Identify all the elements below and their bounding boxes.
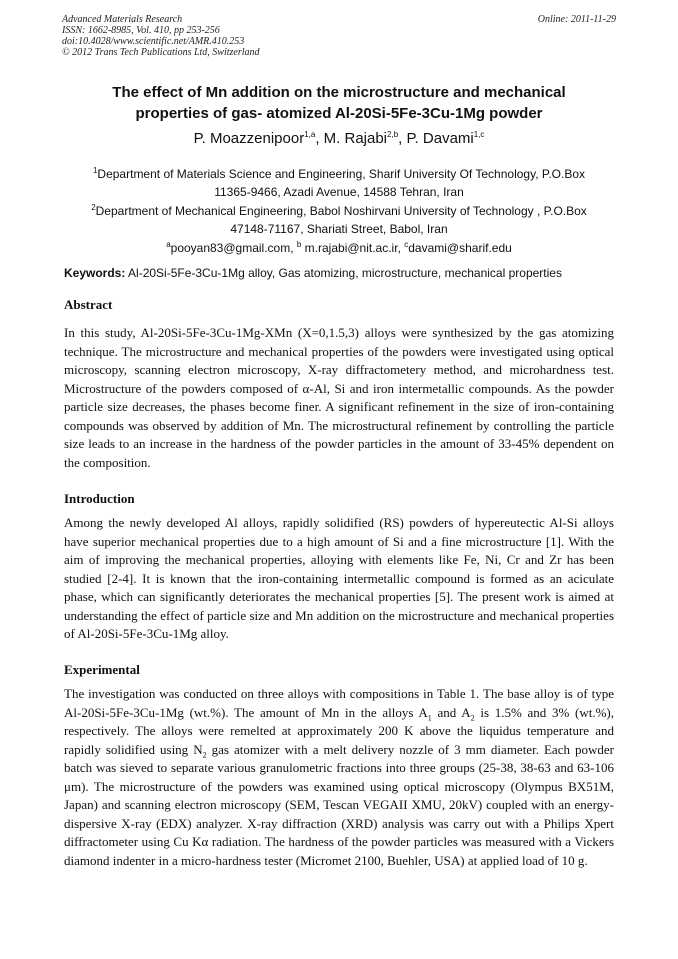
copyright-line: © 2012 Trans Tech Publications Ltd, Switzerland bbox=[62, 47, 260, 58]
keywords-text: Al-20Si-5Fe-3Cu-1Mg alloy, Gas atomizing, microstructure, mechanical properties bbox=[128, 266, 562, 280]
email-mark: c bbox=[404, 240, 409, 249]
affiliation-line: 47148-71167, Shariati Street, Babol, Iran bbox=[230, 222, 448, 236]
author-affiliation-mark: 1,c bbox=[473, 130, 485, 139]
email-address[interactable]: pooyan83@gmail.com bbox=[170, 241, 291, 255]
author-affiliation-mark: 2,b bbox=[387, 130, 399, 139]
abstract-text: In this study, Al-20Si-5Fe-3Cu-1Mg-XMn (X=0,1.5,3) alloys were synthesized by the gas atomizing technique. The microstructure and mechanical properties of the powders were investigated using optical microscopy, scanning electron microscopy, X-ray diffractometery method, and microhardness test. Microstructure of the powders composed of α-Al, Si and iron intermetallic compounds. As the powder particle size decreases, the phases become finer. A significant refinement in the size of iron-containing compounds was observed by addition of Mn. The microstructural refinement by controlling the particle size leads to an increase in the hardness of the powder particles in the amount of 33-45% dependent on the composition. bbox=[64, 325, 614, 470]
journal-metadata bbox=[62, 14, 260, 58]
email-mark: a bbox=[166, 240, 171, 249]
experimental-text-part: and A bbox=[431, 704, 471, 720]
affiliation-line: 11365-9466, Azadi Avenue, 14588 Tehran, Iran bbox=[214, 185, 464, 199]
experimental-text-part: is 1.5% and 3% (wt.%), respectively. The alloys were remelted at approximately 200 K above the liquidus temperature and rapidly solidified using N bbox=[64, 704, 614, 757]
email-address[interactable]: m.rajabi@nit.ac.ir bbox=[301, 241, 398, 255]
author-name: M. Rajabi bbox=[323, 130, 388, 147]
author-affiliation-mark: 1,a bbox=[304, 130, 316, 139]
experimental-text-part: gas atomizer with a melt delivery nozzle of 3 mm diameter. Each powder batch was sieved to separate various granulometric fractions into three groups (25-38, 38-63 and 63-106 μm). The microstructure of the powders was examined using optical microscopy (Olympus BX51M, Japan) and scanning electron microscopy (SEM, Tescan VEGAII XMU, 20kV) coupled with an energy-dispersive X-ray (EDX) analyzer. X-ray diffraction (XRD) analysis was carry out with a Philips Xpert diffractometer using Cu Kα radiation. The hardness of the powder particles was measured with a Vickers diamond indenter in a micro-hardness tester (Micromet 2100, Buehler, USA) at applied load of 10 g. bbox=[64, 741, 614, 868]
author-separator: , bbox=[315, 130, 320, 147]
title-line-1: The effect of Mn addition on the microstructure and mechanical bbox=[112, 84, 566, 101]
email-address[interactable]: davami@sharif.edu bbox=[408, 241, 512, 255]
affiliation-line: Department of Mechanical Engineering, Babol Noshirvani University of Technology , P.O.Box bbox=[95, 204, 587, 218]
affiliation-line: Department of Materials Science and Engineering, Sharif University Of Technology, P.O.Box bbox=[97, 167, 586, 181]
affiliation-1 bbox=[60, 165, 618, 201]
online-date: Online: 2011-11-29 bbox=[537, 14, 616, 25]
subscript: 1 bbox=[427, 713, 432, 723]
keywords-label: Keywords: bbox=[64, 266, 126, 280]
subscript: 2 bbox=[470, 713, 475, 723]
introduction-text: Among the newly developed Al alloys, rapidly solidified (RS) powders of hypereutectic Al-Si alloys have superior mechanical properties due to a high amount of Si and a fine microstructure [1]. With the aim of improving the mechanical properties, alloying with elements like Fe, Ni, Cr and Zr has been studied [2-4]. It is known that the iron-containing intermetallic compound is formed as an aciculate phase, which can significantly deteriorates the mechanical properties [5]. The present work is aimed at understanding the effect of particle size and Mn addition on the microstructure and mechanical properties of Al-20Si-5Fe-3Cu-1Mg alloy. bbox=[64, 515, 614, 641]
journal-name: Advanced Materials Research bbox=[62, 14, 183, 25]
paper-title bbox=[70, 82, 608, 124]
email-separator: , bbox=[397, 241, 405, 255]
issn-line: ISSN: 1662-8985, Vol. 410, pp 253-256 bbox=[62, 25, 220, 36]
email-separator: , bbox=[290, 241, 297, 255]
author-separator: , bbox=[398, 130, 403, 147]
author-name: P. Davami bbox=[406, 130, 474, 147]
introduction-heading: Introduction bbox=[64, 491, 135, 506]
experimental-heading: Experimental bbox=[64, 662, 140, 677]
email-list bbox=[60, 239, 618, 257]
affiliation-mark: 2 bbox=[91, 203, 96, 212]
affiliation-mark: 1 bbox=[92, 166, 98, 175]
subscript: 2 bbox=[202, 750, 207, 760]
affiliation-2 bbox=[60, 202, 618, 238]
email-mark: b bbox=[296, 240, 302, 249]
title-line-2: properties of gas- atomized Al-20Si-5Fe-3Cu-1Mg powder bbox=[135, 105, 543, 122]
keywords bbox=[64, 266, 616, 280]
author-name: P. Moazzenipoor bbox=[193, 130, 305, 147]
doi-line: doi:10.4028/www.scientific.net/AMR.410.253 bbox=[62, 36, 245, 47]
author-list bbox=[0, 130, 678, 147]
experimental-text bbox=[64, 685, 614, 870]
experimental-text-part: The investigation was conducted on three alloys with compositions in Table 1. The base alloy is of type Al-20Si-5Fe-3Cu-1Mg (wt.%). The amount of Mn in the alloys A bbox=[64, 686, 614, 720]
abstract-heading: Abstract bbox=[64, 297, 113, 312]
